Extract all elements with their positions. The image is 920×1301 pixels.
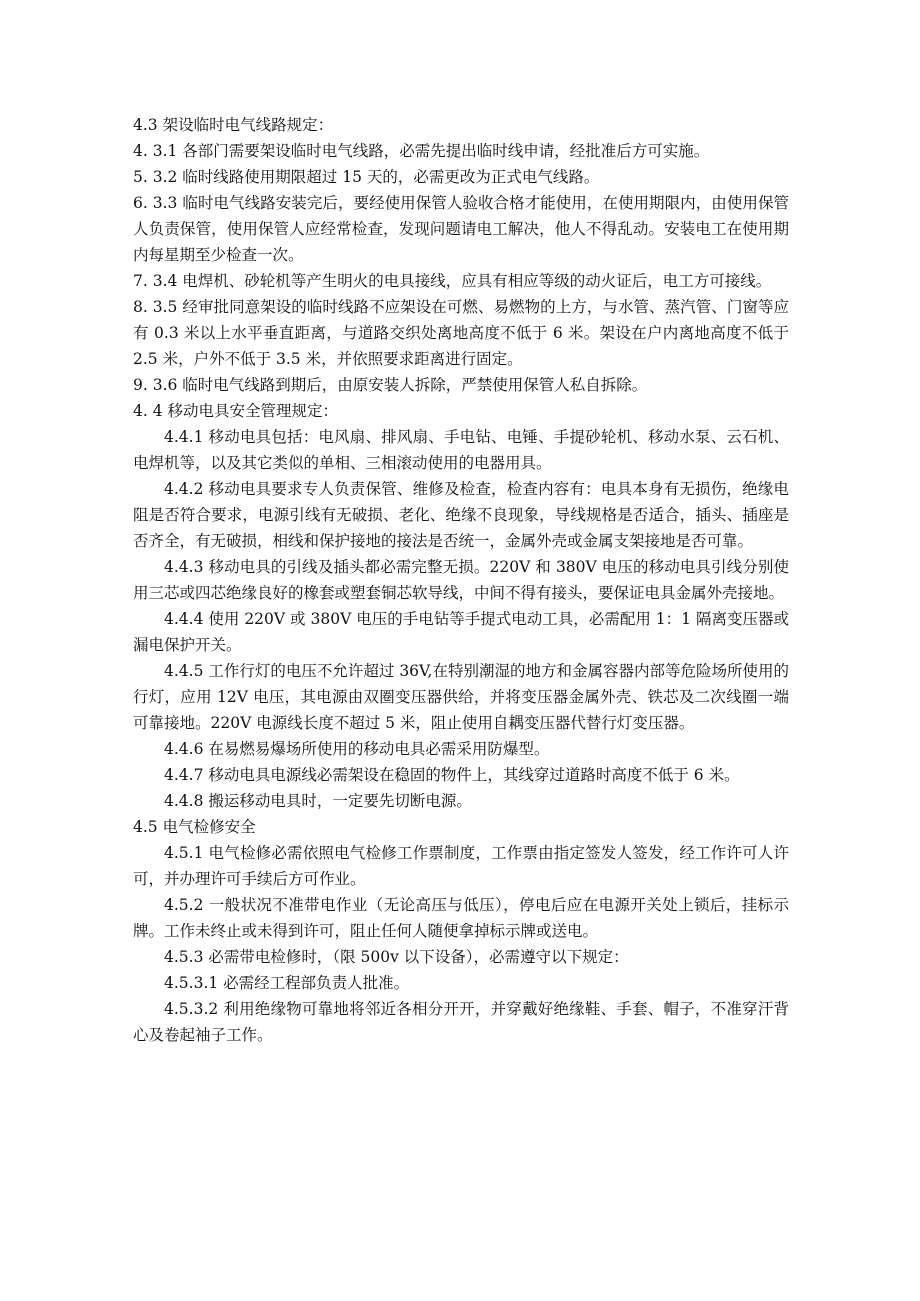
paragraph-4-5-1: 4.5.1 电气检修必需依照电气检修工作票制度，工作票由指定签发人签发，经工作许可人许可，并办理许可手续后方可作业。 bbox=[133, 844, 789, 888]
paragraph-4-3-6: 9. 3.6 临时电气线路到期后，由原安装人拆除，严禁使用保管人私自拆除。 bbox=[133, 376, 648, 394]
paragraph-4-5-2: 4.5.2 一般状况不准带电作业（无论高压与低压），停电后应在电源开关处上锁后，挂标示牌。工作未终止或未得到许可，阻止任何人随便拿掉标示牌或送电。 bbox=[133, 896, 789, 940]
paragraph-4-3-3: 6. 3.3 临时电气线路安装完后，要经使用保管人验收合格才能使用，在使用期限内，由使用保管人负责保管，使用保管人应经常检查，发现问题请电工解决，他人不得乱动。安装电工在使用期内每星期至少检查一次。 bbox=[133, 194, 789, 264]
paragraph-4-4-5: 4.4.5 工作行灯的电压不允许超过 36V,在特别潮湿的地方和金属容器内部等危险场所使用的行灯，应用 12V 电压，其电源由双圈变压器供给，并将变压器金属外壳、铁芯及二次线圈一端可靠接地。220V 电源线长度不超过 5 米，阻止使用自耦变压器代替行灯变压器。 bbox=[133, 662, 789, 732]
paragraph-4-4-8: 4.4.8 搬运移动电具时，一定要先切断电源。 bbox=[164, 792, 472, 810]
section-heading-4-3: 4.3 架设临时电气线路规定： bbox=[133, 116, 334, 134]
paragraph-4-4-4: 4.4.4 使用 220V 或 380V 电压的手电钻等手提式电动工具，必需配用 1：1 隔离变压器或漏电保护开关。 bbox=[133, 610, 789, 654]
paragraph-4-4-3: 4.4.3 移动电具的引线及插头都必需完整无损。220V 和 380V 电压的移动电具引线分别使用三芯或四芯绝缘良好的橡套或塑套铜芯软导线，中间不得有接头，要保证电具金属外壳接地。 bbox=[133, 558, 789, 602]
section-heading-4-5: 4.5 电气检修安全 bbox=[133, 818, 256, 836]
paragraph-4-4-2: 4.4.2 移动电具要求专人负责保管、维修及检查，检查内容有：电具本身有无损伤，绝缘电阻是否符合要求，电源引线有无破损、老化、绝缘不良现象，导线规格是否适合，插头、插座是否齐全，有无破损，相线和保护接地的接法是否统一，金属外壳或金属支架接地是否可靠。 bbox=[133, 480, 789, 550]
paragraph-4-4-1: 4.4.1 移动电具包括：电风扇、排风扇、手电钻、电锤、手提砂轮机、移动水泵、云石机、电焊机等，以及其它类似的单相、三相滚动使用的电器用具。 bbox=[133, 428, 789, 472]
paragraph-4-5-3-2: 4.5.3.2 利用绝缘物可靠地将邻近各相分开开，并穿戴好绝缘鞋、手套、帽子，不准穿汗背心及卷起袖子工作。 bbox=[133, 1000, 789, 1044]
paragraph-4-5-3-1: 4.5.3.1 必需经工程部负责人批准。 bbox=[164, 974, 410, 992]
paragraph-4-4-6: 4.4.6 在易燃易爆场所使用的移动电具必需采用防爆型。 bbox=[164, 740, 550, 758]
paragraph-4-5-3: 4.5.3 必需带电检修时，（限 500v 以下设备），必需遵守以下规定： bbox=[164, 948, 629, 966]
paragraph-4-3-4: 7. 3.4 电焊机、砂轮机等产生明火的电具接线，应具有相应等级的动火证后，电工方可接线。 bbox=[133, 272, 772, 290]
paragraph-4-4-7: 4.4.7 移动电具电源线必需架设在稳固的物件上，其线穿过道路时高度不低于 6 米。 bbox=[164, 766, 740, 784]
section-heading-4-4: 4. 4 移动电具安全管理规定： bbox=[133, 402, 339, 420]
paragraph-4-3-2: 5. 3.2 临时线路使用期限超过 15 天的，必需更改为正式电气线路。 bbox=[133, 168, 600, 186]
paragraph-4-3-1: 4. 3.1 各部门需要架设临时电气线路，必需先提出临时线申请，经批准后方可实施。 bbox=[133, 142, 710, 160]
paragraph-4-3-5: 8. 3.5 经审批同意架设的临时线路不应架设在可燃、易燃物的上方，与水管、蒸汽管、门窗等应有 0.3 米以上水平垂直距离，与道路交织处离地高度不低于 6 米。架设在户内离地高度不低于 2.5 米，户外不低于 3.5 米，并依照要求距离进行固定。 bbox=[133, 298, 789, 368]
document-body bbox=[133, 112, 789, 1048]
